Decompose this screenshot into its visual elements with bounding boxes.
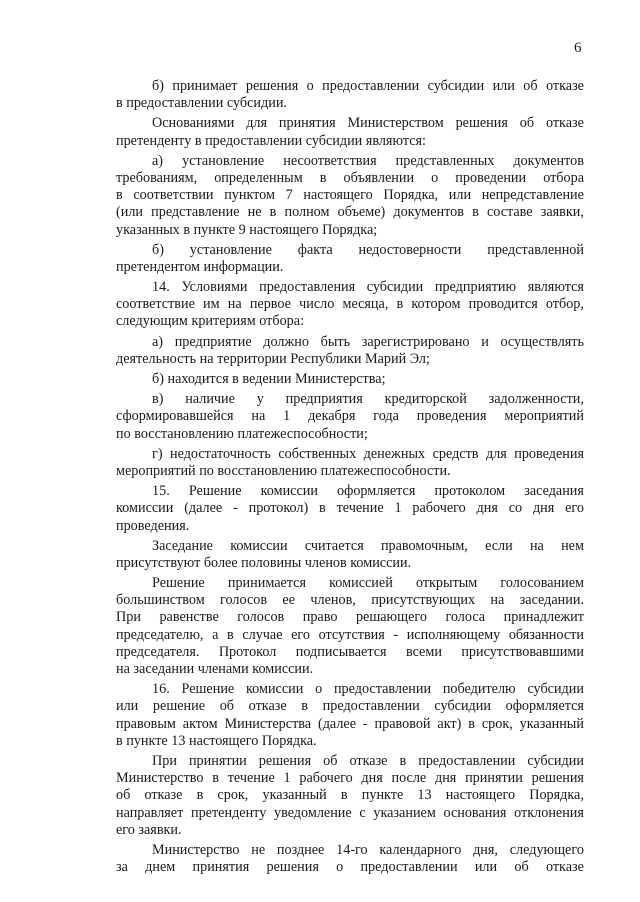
document-body [116, 78, 584, 876]
text-line: комиссии (далее - протокол) в течение 1 рабочего дня со дня его [116, 500, 584, 517]
text-line: б) находится в ведении Министерства; [152, 371, 386, 387]
text-line: за днем принятия решения о предоставлении или об отказе [116, 859, 584, 876]
text-line: требованиям, определенным в объявлении о проведении отбора [116, 169, 584, 186]
text-line: При принятии решения об отказе в предоставлении субсидии [152, 752, 584, 769]
text-line: председателю, а в случае его отсутствия - исполняющему обязанности [116, 626, 584, 643]
text-line: Решение принимается комиссией открытым голосованием [152, 575, 584, 592]
text-line: на заседании членами комиссии. [116, 661, 314, 677]
text-line: проведения. [116, 517, 190, 534]
text-line: Министерство в течение 1 рабочего дня после дня принятии решения [116, 770, 584, 787]
text-line: г) недостаточность собственных денежных средств для проведения [152, 445, 584, 462]
text-line: в) наличие у предприятия кредиторской задолженности, [152, 391, 584, 408]
text-line: большинством голосов ее членов, присутствующих на заседании. [116, 592, 584, 609]
text-line: При равенстве голосов право решающего голоса принадлежит [116, 609, 584, 626]
text-line: 14. Условиями предоставления субсидии предприятию являются [152, 279, 584, 296]
text-line: претендентом информации. [116, 258, 284, 275]
text-line: в соответствии пунктом 7 настоящего Порядка, или непредставление [116, 187, 584, 204]
text-line: 15. Решение комиссии оформляется протоколом заседания [152, 483, 584, 500]
text-line: или решение об отказе в предоставлении субсидии оформляется [116, 698, 584, 715]
text-line: по восстановлению платежеспособности; [116, 425, 368, 442]
text-line: (или представление не в полном объеме) документов в составе заявки, [116, 204, 584, 221]
text-line: мероприятий по восстановлению платежеспособности. [116, 462, 451, 479]
text-line: об отказе в срок, указанный в пункте 13 настоящего Порядка, [116, 787, 584, 804]
text-line: сформировавшейся на 1 декабря года проведения мероприятий [116, 408, 584, 425]
text-line: направляет претенденту уведомление с указанием основания отклонения [116, 804, 584, 821]
text-line: деятельность на территории Республики Марий Эл; [116, 350, 430, 367]
text-line: в предоставлении субсидии. [116, 95, 287, 112]
text-line: а) установление несоответствия представленных документов [152, 152, 584, 169]
text-line: Основаниями для принятия Министерством решения об отказе [152, 115, 584, 132]
text-line: председателя. Протокол подписывается всеми присутствовавшими [116, 643, 584, 660]
text-line: его заявки. [116, 821, 182, 838]
text-line: а) предприятие должно быть зарегистрировано и осуществлять [152, 333, 584, 350]
page-number: 6 [574, 40, 582, 56]
text-line: правовым актом Министерства (далее - правовой акт) в срок, указанный [116, 715, 584, 732]
text-line: б) принимает решения о предоставлении субсидии или об отказе [152, 78, 584, 94]
text-line: в пункте 13 настоящего Порядка. [116, 732, 317, 749]
text-line: соответствие им на первое число месяца, в котором проводится отбор, [116, 296, 584, 313]
text-line: Министерство не позднее 14-го календарного дня, следующего [152, 841, 584, 858]
text-line: Заседание комиссии считается правомочным, если на нем [152, 537, 584, 554]
text-line: б) установление факта недостоверности представленной [152, 241, 584, 258]
text-line: 16. Решение комиссии о предоставлении победителю субсидии [152, 681, 584, 698]
text-line: претенденту в предоставлении субсидии являются: [116, 132, 426, 149]
text-line: присутствуют более половины членов комиссии. [116, 554, 412, 571]
text-line: указанных в пункте 9 настоящего Порядка; [116, 221, 378, 238]
text-line: следующим критериям отбора: [116, 313, 305, 330]
